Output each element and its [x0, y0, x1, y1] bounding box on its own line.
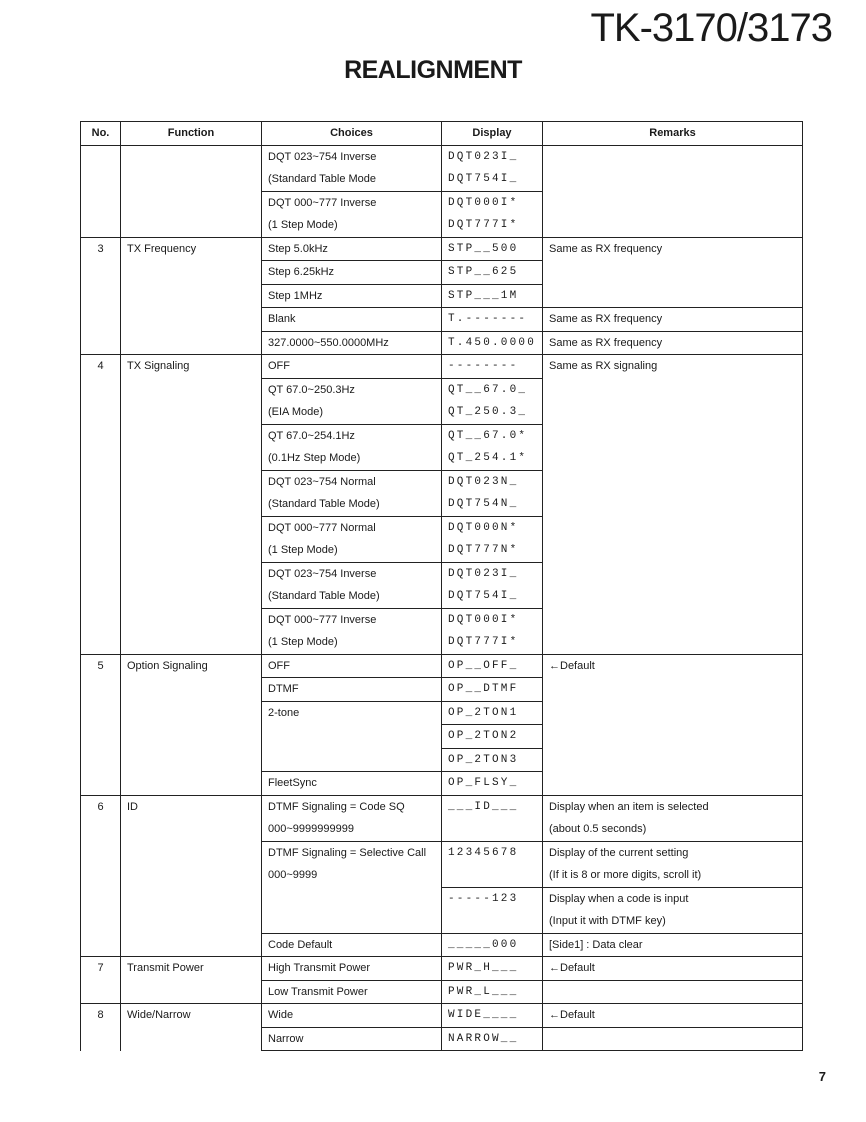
remarks-cell: Same as RX signaling — [543, 355, 803, 655]
table-row — [81, 1004, 803, 1028]
remarks-cell — [543, 1027, 803, 1051]
choice-cell: Step 5.0kHz — [262, 237, 442, 261]
page-number: 7 — [818, 1069, 826, 1084]
display-cell: DQT754I_ — [442, 168, 543, 191]
choice-cell: Narrow — [262, 1027, 442, 1051]
remarks-cell: (If it is 8 or more digits, scroll it) — [543, 864, 803, 887]
choice-cell: OFF — [262, 355, 442, 379]
display-cell: T.------- — [442, 308, 543, 332]
remarks-cell — [543, 145, 803, 237]
table-row — [81, 145, 803, 168]
display-cell: OP_FLSY_ — [442, 772, 543, 796]
realignment-table — [80, 121, 803, 1051]
display-cell: DQT777I* — [442, 631, 543, 654]
display-cell: DQT023I_ — [442, 145, 543, 168]
choice-cell: OFF — [262, 654, 442, 678]
display-cell: -----123 — [442, 887, 543, 933]
display-cell: DQT777I* — [442, 214, 543, 237]
table-row — [81, 355, 803, 379]
display-cell: OP__DTMF — [442, 678, 543, 702]
choice-cell: DQT 000~777 Inverse — [262, 608, 442, 631]
column-header: Choices — [262, 122, 442, 146]
remarks-cell — [543, 980, 803, 1004]
display-cell: STP___1M — [442, 284, 543, 308]
section-title: REALIGNMENT — [344, 56, 522, 84]
display-cell: STP__500 — [442, 237, 543, 261]
function-cell: TX Frequency — [121, 237, 262, 355]
choice-cell: (1 Step Mode) — [262, 539, 442, 562]
choice-cell: 2-tone — [262, 701, 442, 772]
display-cell: DQT023I_ — [442, 562, 543, 585]
number-cell: 3 — [81, 237, 121, 355]
choice-cell: Wide — [262, 1004, 442, 1028]
display-cell: OP_2TON1 — [442, 701, 543, 725]
choice-cell: DTMF Signaling = Selective Call — [262, 841, 442, 864]
choice-cell: FleetSync — [262, 772, 442, 796]
choice-cell: (Standard Table Mode — [262, 168, 442, 191]
choice-cell: Step 6.25kHz — [262, 261, 442, 285]
choice-cell: Blank — [262, 308, 442, 332]
number-cell: 6 — [81, 795, 121, 957]
choice-cell: (EIA Mode) — [262, 401, 442, 424]
number-cell: 4 — [81, 355, 121, 655]
display-cell: -------- — [442, 355, 543, 379]
display-cell: DQT000I* — [442, 191, 543, 214]
display-cell: PWR_L___ — [442, 980, 543, 1004]
display-cell: DQT000I* — [442, 608, 543, 631]
choice-cell: DQT 000~777 Normal — [262, 516, 442, 539]
choice-cell: DQT 000~777 Inverse — [262, 191, 442, 214]
choice-cell: DQT 023~754 Inverse — [262, 562, 442, 585]
display-cell: QT__67.0* — [442, 424, 543, 447]
number-cell: 5 — [81, 654, 121, 795]
remarks-cell: ←Default — [543, 654, 803, 795]
table-row — [81, 237, 803, 261]
remarks-cell: [Side1] : Data clear — [543, 933, 803, 957]
choice-cell: (1 Step Mode) — [262, 214, 442, 237]
choice-cell: QT 67.0~254.1Hz — [262, 424, 442, 447]
function-cell: ID — [121, 795, 262, 957]
remarks-cell: (Input it with DTMF key) — [543, 910, 803, 933]
display-cell: DQT754I_ — [442, 585, 543, 608]
function-cell: Wide/Narrow — [121, 1004, 262, 1051]
display-cell: DQT023N_ — [442, 470, 543, 493]
choice-cell: DTMF Signaling = Code SQ — [262, 795, 442, 818]
number-cell — [81, 145, 121, 237]
function-cell — [121, 145, 262, 237]
remarks-cell: ←Default — [543, 957, 803, 981]
remarks-cell: Display when an item is selected — [543, 795, 803, 818]
display-cell: OP_2TON3 — [442, 748, 543, 772]
display-cell: DQT777N* — [442, 539, 543, 562]
function-cell: Option Signaling — [121, 654, 262, 795]
choice-cell: (Standard Table Mode) — [262, 493, 442, 516]
column-header: Remarks — [543, 122, 803, 146]
choice-cell: Low Transmit Power — [262, 980, 442, 1004]
display-cell: 12345678 — [442, 841, 543, 887]
function-cell: TX Signaling — [121, 355, 262, 655]
display-cell: QT_250.3_ — [442, 401, 543, 424]
choice-cell: Code Default — [262, 933, 442, 957]
display-cell: QT__67.0_ — [442, 378, 543, 401]
choice-cell: 327.0000~550.0000MHz — [262, 331, 442, 355]
remarks-cell: Same as RX frequency — [543, 237, 803, 308]
function-cell: Transmit Power — [121, 957, 262, 1004]
display-cell: OP__OFF_ — [442, 654, 543, 678]
choice-cell: 000~9999 — [262, 864, 442, 933]
choice-cell: High Transmit Power — [262, 957, 442, 981]
remarks-cell: Same as RX frequency — [543, 331, 803, 355]
model-number: TK-3170/3173 — [590, 6, 832, 50]
column-header: Display — [442, 122, 543, 146]
display-cell: T.450.0000 — [442, 331, 543, 355]
remarks-cell: Display when a code is input — [543, 887, 803, 910]
choice-cell: (Standard Table Mode) — [262, 585, 442, 608]
display-cell: _____000 — [442, 933, 543, 957]
table-row — [81, 795, 803, 818]
choice-cell: DQT 023~754 Normal — [262, 470, 442, 493]
number-cell: 8 — [81, 1004, 121, 1051]
choice-cell: 000~9999999999 — [262, 818, 442, 841]
display-cell: QT_254.1* — [442, 447, 543, 470]
choice-cell: DQT 023~754 Inverse — [262, 145, 442, 168]
display-cell: DQT000N* — [442, 516, 543, 539]
table-row — [81, 957, 803, 981]
display-cell: PWR_H___ — [442, 957, 543, 981]
choice-cell: (1 Step Mode) — [262, 631, 442, 654]
display-cell: OP_2TON2 — [442, 725, 543, 749]
display-cell: DQT754N_ — [442, 493, 543, 516]
choice-cell: Step 1MHz — [262, 284, 442, 308]
choice-cell: QT 67.0~250.3Hz — [262, 378, 442, 401]
remarks-cell: Display of the current setting — [543, 841, 803, 864]
number-cell: 7 — [81, 957, 121, 1004]
table-row — [81, 654, 803, 678]
display-cell: STP__625 — [442, 261, 543, 285]
display-cell: ___ID___ — [442, 795, 543, 841]
remarks-cell: (about 0.5 seconds) — [543, 818, 803, 841]
choice-cell: (0.1Hz Step Mode) — [262, 447, 442, 470]
remarks-cell: Same as RX frequency — [543, 308, 803, 332]
display-cell: WIDE____ — [442, 1004, 543, 1028]
column-header: Function — [121, 122, 262, 146]
remarks-cell: ←Default — [543, 1004, 803, 1028]
display-cell: NARROW__ — [442, 1027, 543, 1051]
table-header-row — [81, 122, 803, 146]
column-header: No. — [81, 122, 121, 146]
choice-cell: DTMF — [262, 678, 442, 702]
